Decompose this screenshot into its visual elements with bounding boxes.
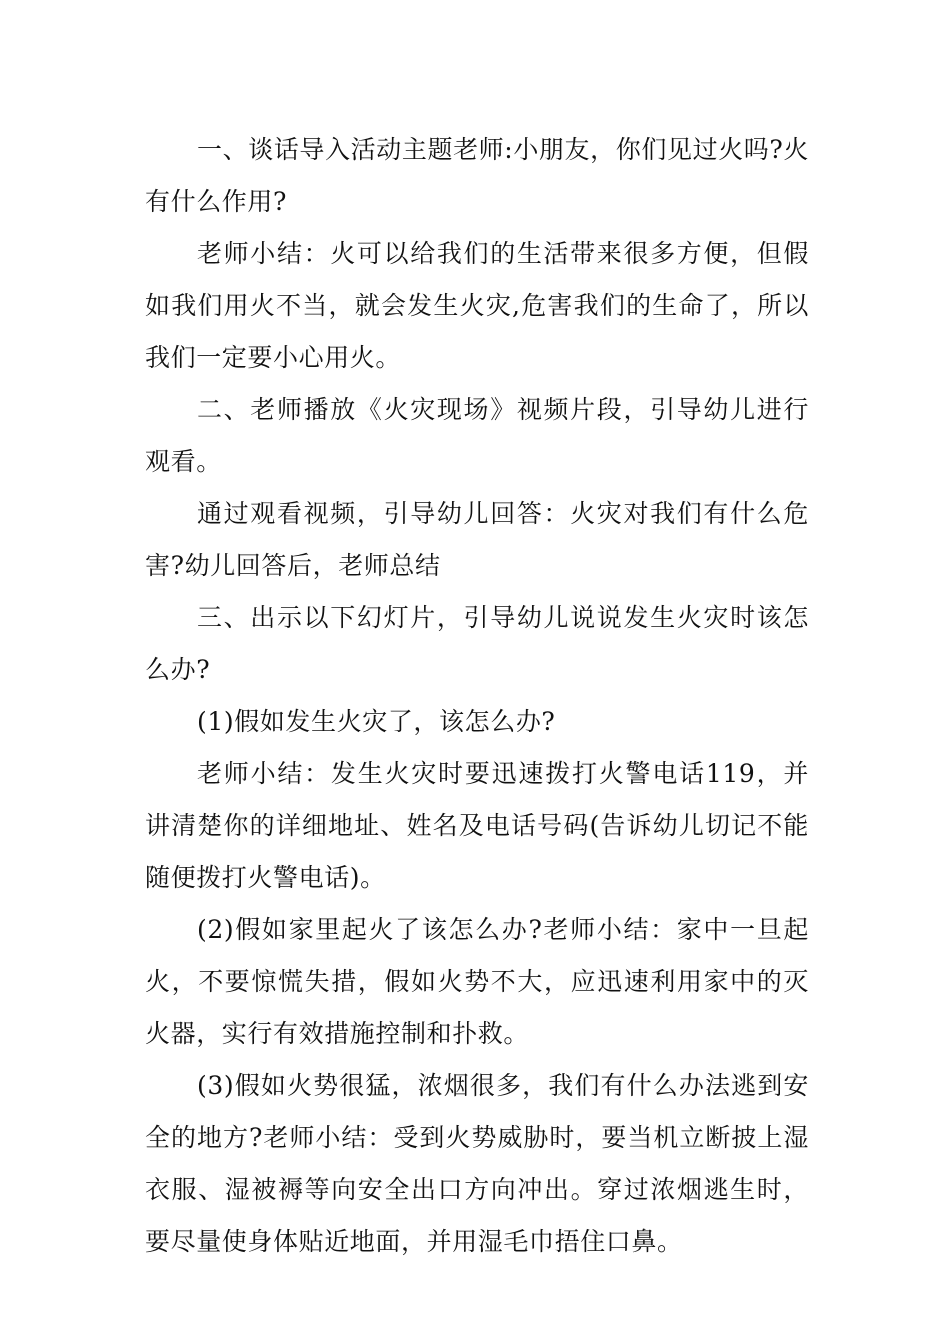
- document-body: [145, 124, 809, 1268]
- paragraph-video-discussion: 通过观看视频，引导幼儿回答：火灾对我们有什么危害?幼儿回答后，老师总结: [145, 499, 809, 580]
- paragraph-question-2-home-fire: (2)假如家里起火了该怎么办?老师小结：家中一旦起火，不要惊慌失措，假如火势不大，应迅速利用家中的灭火器，实行有效措施控制和扑救。: [145, 915, 809, 1048]
- paragraph-teacher-summary-fire-use: 老师小结：火可以给我们的生活带来很多方便，但假如我们用火不当，就会发生火灾,危害我们的生命了，所以我们一定要小心用火。: [145, 239, 809, 372]
- paragraph-intro-question: 一、谈话导入活动主题老师:小朋友，你们见过火吗?火有什么作用?: [145, 135, 809, 216]
- paragraph-video-viewing: 二、老师播放《火灾现场》视频片段，引导幼儿进行观看。: [145, 395, 809, 476]
- paragraph-slides-intro: 三、出示以下幻灯片，引导幼儿说说发生火灾时该怎么办?: [145, 603, 809, 684]
- paragraph-question-1: (1)假如发生火灾了，该怎么办?: [197, 707, 556, 736]
- paragraph-question-3-escape: (3)假如火势很猛，浓烟很多，我们有什么办法逃到安全的地方?老师小结：受到火势威胁时，要当机立断披上湿衣服、湿被褥等向安全出口方向冲出。穿过浓烟逃生时，要尽量使身体贴近地面，并用湿毛巾捂住口鼻。: [145, 1071, 809, 1256]
- paragraph-summary-call-119: 老师小结：发生火灾时要迅速拨打火警电话119，并讲清楚你的详细地址、姓名及电话号码(告诉幼儿切记不能随便拨打火警电话)。: [145, 759, 809, 892]
